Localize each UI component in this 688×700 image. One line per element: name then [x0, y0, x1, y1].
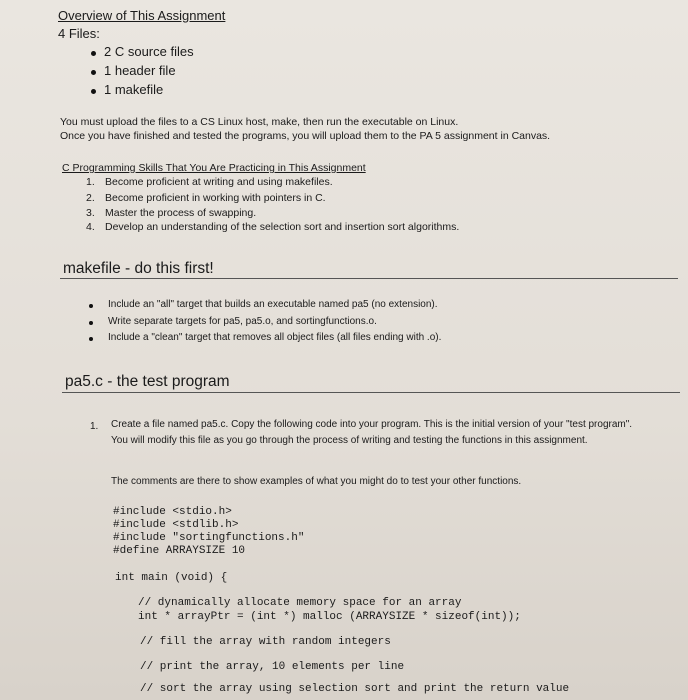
skill-item: Develop an understanding of the selection sort and insertion sort algorithms. [105, 221, 460, 233]
files-heading: 4 Files: [58, 26, 100, 41]
code-line: #include <stdio.h> [113, 506, 232, 518]
file-item: 2 C source files [104, 44, 194, 59]
skill-item: Master the process of swapping. [105, 207, 257, 219]
pa5-heading: pa5.c - the test program [65, 373, 230, 390]
skill-item: Become proficient at writing and using makefiles. [105, 176, 333, 188]
skill-number: 4. [86, 221, 95, 233]
instruction-line: You must upload the files to a CS Linux host, make, then run the executable on Linux. [60, 116, 459, 128]
bullet-dot [91, 70, 96, 75]
code-line: #define ARRAYSIZE 10 [113, 545, 246, 557]
bullet-dot [89, 321, 93, 325]
code-line: // fill the array with random integers [140, 636, 391, 648]
bullet-dot [89, 304, 93, 308]
makefile-item: Include an "all" target that builds an executable named pa5 (no extension). [108, 299, 438, 310]
overview-title: Overview of This Assignment [58, 8, 226, 23]
file-item: 1 header file [104, 63, 176, 78]
comments-note: The comments are there to show examples of what you might do to test your other functions. [111, 476, 522, 487]
skills-heading: C Programming Skills That You Are Practicing in This Assignment [62, 162, 366, 174]
skill-number: 3. [86, 207, 95, 219]
code-line: // dynamically allocate memory space for an array [138, 597, 462, 609]
instruction-line: Once you have finished and tested the programs, you will upload them to the PA 5 assignment in Canvas. [60, 130, 551, 142]
step-number: 1. [90, 421, 99, 432]
makefile-heading: makefile - do this first! [63, 260, 214, 277]
section-divider [62, 392, 680, 393]
skill-item: Become proficient in working with pointers in C. [105, 192, 326, 204]
step-text: Create a file named pa5.c. Copy the following code into your program. This is the initial version of your "test program". You will modify this file as you go through the process of writing and testing the functions in this assignment. [111, 419, 633, 446]
bullet-dot [89, 337, 93, 341]
code-line: // sort the array using selection sort and print the return value [140, 683, 570, 695]
code-line: int * arrayPtr = (int *) malloc (ARRAYSIZE * sizeof(int)); [138, 611, 521, 623]
code-line: #include "sortingfunctions.h" [113, 532, 305, 544]
code-line: #include <stdlib.h> [113, 519, 239, 531]
bullet-dot [91, 89, 96, 94]
makefile-item: Include a "clean" target that removes all object files (all files ending with .o). [108, 332, 442, 343]
file-item: 1 makefile [104, 82, 164, 97]
code-line: // print the array, 10 elements per line [140, 661, 405, 673]
bullet-dot [91, 51, 96, 56]
skill-number: 1. [86, 176, 95, 188]
code-line: int main (void) { [115, 572, 228, 584]
section-divider [60, 278, 678, 279]
skill-number: 2. [86, 192, 95, 204]
makefile-item: Write separate targets for pa5, pa5.o, and sortingfunctions.o. [108, 316, 377, 327]
